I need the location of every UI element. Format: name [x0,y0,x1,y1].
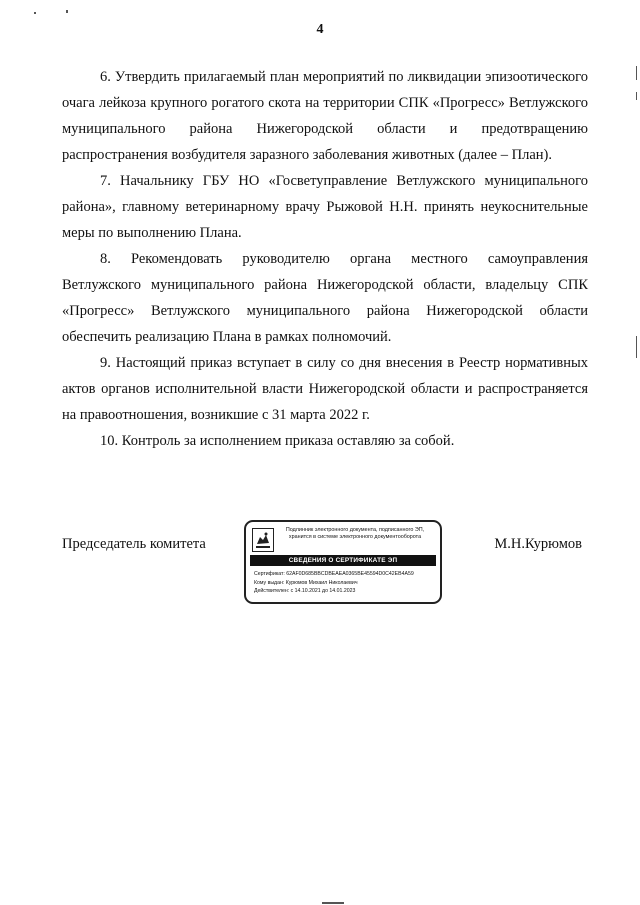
signatory-title: Председатель комитета [62,536,206,552]
scan-mark [322,902,344,904]
certificate-number: Сертификат: 62AF0D685BBCDBEAEA0365BE45594D0C42EB4A59 [254,571,414,577]
page-number: 4 [316,22,324,37]
paragraph-7: 7. Начальнику ГБУ НО «Госветуправление Ветлужского муниципального района», главному ветеринарному врачу Рыжовой Н.Н. принять неукоснительные меры по выполнению Плана. [62,173,588,241]
certificate-validity: Действителен: с 14.10.2021 до 14.01.2023 [254,588,356,594]
stamp-banner: СВЕДЕНИЯ О СЕРТИФИКАТЕ ЭП [250,555,436,566]
signatory-name: М.Н.Курюмов [494,536,582,552]
coat-of-arms-icon [252,528,274,552]
paragraph-6: 6. Утвердить прилагаемый план мероприятий по ликвидации эпизоотического очага лейкоза крупного рогатого скота на территории СПК «Прогресс» Ветлужского муниципального района Нижегородской области и предотвращению распространения возбудителя заразного заболевания животных (далее – План). [62,69,588,163]
document-body [62,64,588,454]
paragraph-10: 10. Контроль за исполнением приказа оставляю за собой. [100,433,455,449]
electronic-signature-stamp [244,520,442,604]
certificate-details [254,570,436,596]
certificate-owner: Кому выдан: Курюмов Михаил Николаевич [254,579,358,586]
paragraph-9: 9. Настоящий приказ вступает в силу со дня внесения в Реестр нормативных актов органов исполнительной власти Нижегородской области и распространяется на правоотношения, возникшие с 31 марта 2022 г. [62,355,588,423]
stamp-notice: Подлинник электронного документа, подписанного ЭП, хранится в системе электронного документооборота [285,527,425,540]
paragraph-8: 8. Рекомендовать руководителю органа местного самоуправления Ветлужского муниципального района Нижегородской области, владельцу СПК «Прогресс» Ветлужского муниципального района Нижегородской области обеспечить реализацию Плана в рамках полномочий. [62,251,588,345]
scan-mark [34,12,36,14]
scan-mark [636,66,637,80]
scan-mark [66,10,68,13]
scan-mark [636,336,637,358]
signature-block [62,520,588,610]
scan-mark [636,92,637,100]
